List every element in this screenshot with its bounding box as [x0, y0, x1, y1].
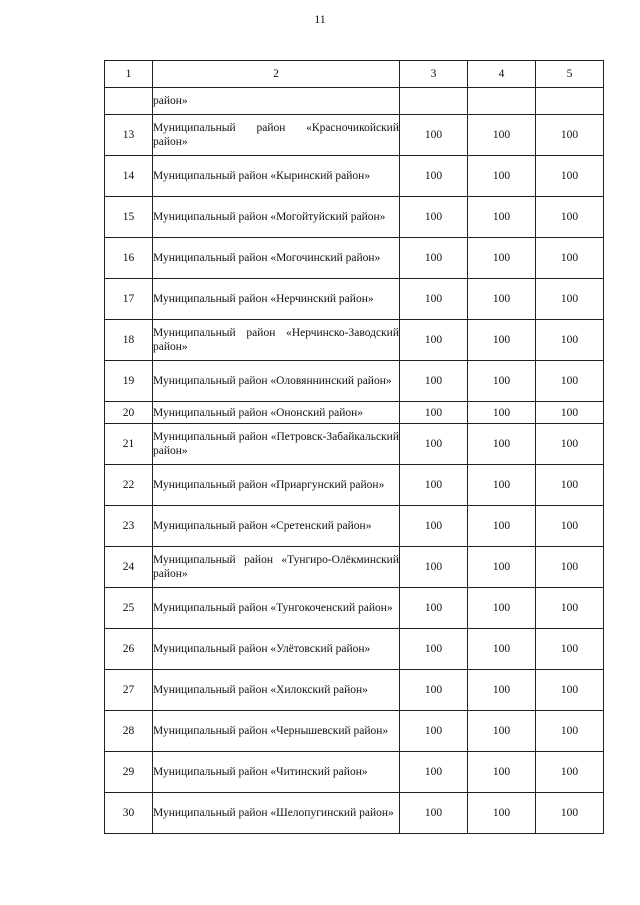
table-row	[105, 402, 604, 424]
value-col-4: 100	[468, 320, 536, 361]
table-row	[105, 279, 604, 320]
district-name: Муниципальный район «Нерчинский район»	[153, 279, 400, 320]
continuation-row	[105, 88, 604, 115]
value-col-5: 100	[536, 197, 604, 238]
value-col-4: 100	[468, 752, 536, 793]
district-name: Муниципальный район «Кыринский район»	[153, 156, 400, 197]
value-col-3: 100	[400, 506, 468, 547]
value-col-4: 100	[468, 156, 536, 197]
table-row	[105, 506, 604, 547]
header-col-1: 1	[105, 61, 153, 88]
value-col-3: 100	[400, 424, 468, 465]
row-number: 16	[105, 238, 153, 279]
value-col-3: 100	[400, 279, 468, 320]
value-col-4: 100	[468, 402, 536, 424]
value-col-3: 100	[400, 670, 468, 711]
row-number: 14	[105, 156, 153, 197]
district-name: Муниципальный район «Улётовский район»	[153, 629, 400, 670]
value-col-3: 100	[400, 793, 468, 834]
value-col-3: 100	[400, 197, 468, 238]
table-row	[105, 711, 604, 752]
value-col-3: 100	[400, 156, 468, 197]
table-row	[105, 238, 604, 279]
value-col-5: 100	[536, 115, 604, 156]
value-col-3: 100	[400, 547, 468, 588]
value-col-5	[536, 88, 604, 115]
table-row	[105, 547, 604, 588]
value-col-5: 100	[536, 752, 604, 793]
table-row	[105, 629, 604, 670]
value-col-5: 100	[536, 588, 604, 629]
row-number: 25	[105, 588, 153, 629]
header-col-3: 3	[400, 61, 468, 88]
table-row	[105, 424, 604, 465]
district-name: Муниципальный район «Петровск-Забайкальский район»	[153, 424, 400, 465]
value-col-4: 100	[468, 361, 536, 402]
district-name: Муниципальный район «Оловяннинский район»	[153, 361, 400, 402]
table-row	[105, 752, 604, 793]
value-col-5: 100	[536, 320, 604, 361]
page-number: 11	[314, 12, 326, 26]
table-row	[105, 156, 604, 197]
district-name: Муниципальный район «Могойтуйский район»	[153, 197, 400, 238]
value-col-5: 100	[536, 793, 604, 834]
row-number: 26	[105, 629, 153, 670]
value-col-4: 100	[468, 547, 536, 588]
row-number: 28	[105, 711, 153, 752]
value-col-3: 100	[400, 752, 468, 793]
table-row	[105, 793, 604, 834]
value-col-5: 100	[536, 670, 604, 711]
value-col-4: 100	[468, 424, 536, 465]
header-col-4: 4	[468, 61, 536, 88]
value-col-5: 100	[536, 506, 604, 547]
value-col-4: 100	[468, 629, 536, 670]
value-col-3: 100	[400, 115, 468, 156]
row-number: 27	[105, 670, 153, 711]
value-col-4: 100	[468, 238, 536, 279]
table-row	[105, 465, 604, 506]
district-name: Муниципальный район «Нерчинско-Заводский район»	[153, 320, 400, 361]
value-col-4: 100	[468, 197, 536, 238]
value-col-5: 100	[536, 279, 604, 320]
district-name: Муниципальный район «Шелопугинский район»	[153, 793, 400, 834]
header-col-2: 2	[153, 61, 400, 88]
row-number: 24	[105, 547, 153, 588]
value-col-3: 100	[400, 238, 468, 279]
district-name: Муниципальный район «Хилокский район»	[153, 670, 400, 711]
row-number: 29	[105, 752, 153, 793]
district-name: Муниципальный район «Ононский район»	[153, 402, 400, 424]
district-name: Муниципальный район «Чернышевский район»	[153, 711, 400, 752]
value-col-3: 100	[400, 465, 468, 506]
district-name: Муниципальный район «Могочинский район»	[153, 238, 400, 279]
value-col-4: 100	[468, 279, 536, 320]
district-name: район»	[153, 88, 400, 115]
district-name: Муниципальный район «Тунгиро-Олёкминский район»	[153, 547, 400, 588]
value-col-4	[468, 88, 536, 115]
value-col-4: 100	[468, 115, 536, 156]
value-col-4: 100	[468, 588, 536, 629]
table-row	[105, 588, 604, 629]
district-name: Муниципальный район «Красночикойский район»	[153, 115, 400, 156]
row-number: 30	[105, 793, 153, 834]
value-col-5: 100	[536, 547, 604, 588]
header-row	[105, 61, 604, 88]
row-number: 15	[105, 197, 153, 238]
row-number: 20	[105, 402, 153, 424]
header-col-5: 5	[536, 61, 604, 88]
district-name: Муниципальный район «Читинский район»	[153, 752, 400, 793]
district-name: Муниципальный район «Сретенский район»	[153, 506, 400, 547]
table-body	[105, 88, 604, 834]
value-col-4: 100	[468, 670, 536, 711]
district-name: Муниципальный район «Приаргунский район»	[153, 465, 400, 506]
table-header	[105, 61, 604, 88]
value-col-5: 100	[536, 629, 604, 670]
districts-table	[104, 60, 604, 834]
value-col-5: 100	[536, 711, 604, 752]
value-col-3: 100	[400, 629, 468, 670]
value-col-3: 100	[400, 588, 468, 629]
value-col-5: 100	[536, 402, 604, 424]
row-number: 17	[105, 279, 153, 320]
value-col-3: 100	[400, 320, 468, 361]
value-col-4: 100	[468, 465, 536, 506]
row-number: 18	[105, 320, 153, 361]
value-col-4: 100	[468, 793, 536, 834]
row-number: 23	[105, 506, 153, 547]
table-row	[105, 670, 604, 711]
value-col-3: 100	[400, 402, 468, 424]
table-row	[105, 197, 604, 238]
value-col-3	[400, 88, 468, 115]
value-col-3: 100	[400, 711, 468, 752]
value-col-5: 100	[536, 361, 604, 402]
row-number: 22	[105, 465, 153, 506]
table-row	[105, 361, 604, 402]
value-col-5: 100	[536, 465, 604, 506]
value-col-4: 100	[468, 506, 536, 547]
table-row	[105, 115, 604, 156]
row-number: 21	[105, 424, 153, 465]
value-col-5: 100	[536, 238, 604, 279]
value-col-4: 100	[468, 711, 536, 752]
table-row	[105, 320, 604, 361]
value-col-5: 100	[536, 424, 604, 465]
value-col-3: 100	[400, 361, 468, 402]
row-number	[105, 88, 153, 115]
row-number: 19	[105, 361, 153, 402]
row-number: 13	[105, 115, 153, 156]
district-name: Муниципальный район «Тунгокоченский район»	[153, 588, 400, 629]
value-col-5: 100	[536, 156, 604, 197]
